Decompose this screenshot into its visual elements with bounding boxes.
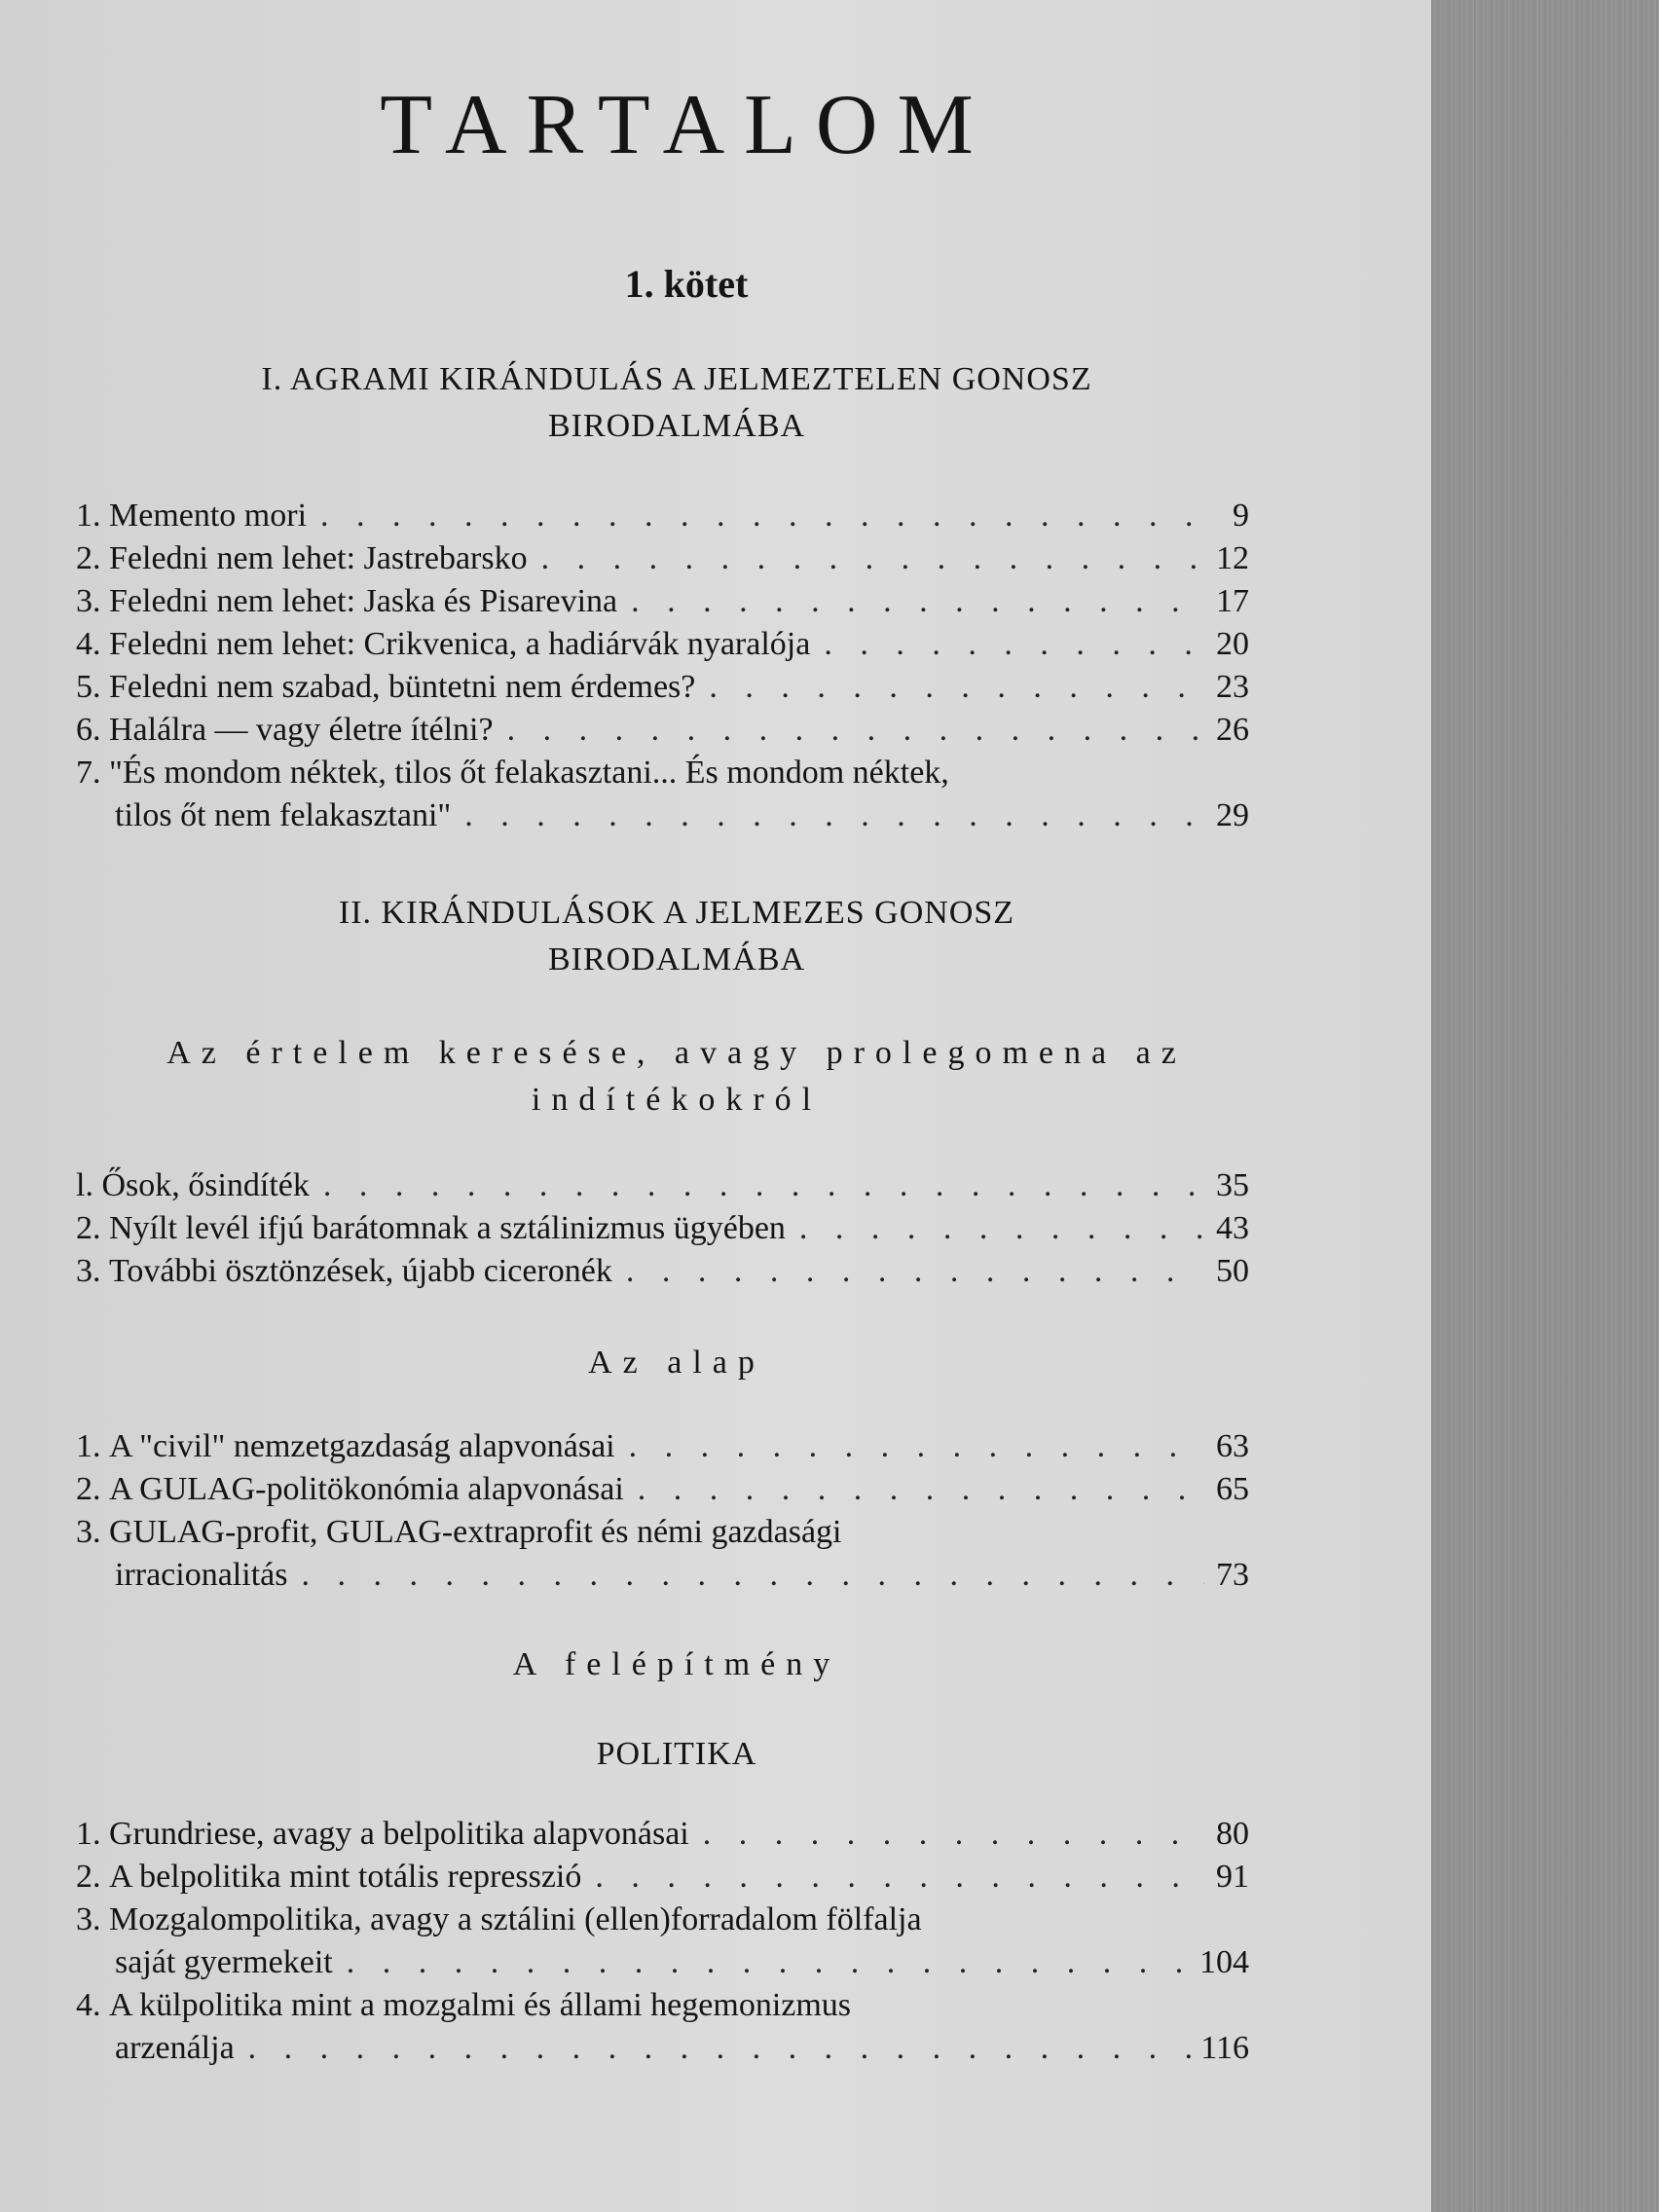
entry-page: 17 (1216, 583, 1249, 619)
entry-number: 5. (76, 669, 101, 705)
entry-number: 6. (76, 712, 101, 748)
toc-entry[interactable] (76, 1856, 1249, 1899)
entry-page: 12 (1216, 540, 1249, 576)
leader-dots (638, 1468, 1204, 1511)
toc-subsection1 (76, 1164, 1249, 1293)
entry-title: További ösztönzések, újabb ciceronék (109, 1253, 612, 1289)
part1-heading-line1: I. AGRAMI KIRÁNDULÁS A JELMEZTELEN GONOSZ (261, 361, 1092, 397)
entry-number: 3. (76, 583, 101, 619)
entry-page: 80 (1216, 1816, 1249, 1852)
toc-entry[interactable] (76, 709, 1249, 752)
entry-page: 29 (1216, 797, 1249, 833)
entry-page: 26 (1216, 712, 1249, 748)
entry-number: l. (76, 1167, 93, 1203)
entry-title-continued: arzenálja (115, 2030, 235, 2066)
entry-title-continued: irracionalitás (115, 1557, 288, 1593)
subsection-heading-alap: Az alap (588, 1345, 765, 1381)
toc-entry[interactable] (76, 1813, 1249, 1856)
toc-entry[interactable] (76, 1164, 1249, 1207)
entry-page: 23 (1216, 669, 1249, 705)
entry-number: 3. (76, 1514, 101, 1550)
entry-number: 2. (76, 540, 101, 576)
toc-subsection3 (76, 1813, 1249, 2070)
leader-dots (541, 537, 1204, 580)
entry-page: 116 (1200, 2030, 1249, 2066)
entry-page: 63 (1216, 1428, 1249, 1464)
politika-heading: POLITIKA (596, 1736, 757, 1772)
entry-title: A GULAG-politökonómia alapvonásai (109, 1471, 624, 1507)
entry-title: Halálra — vagy életre ítélni? (109, 712, 494, 748)
entry-title: GULAG-profit, GULAG-extraprofit és némi gazdasági (109, 1514, 842, 1550)
subsection-heading-felepitmeny: A felépítmény (512, 1646, 841, 1682)
entry-title: A külpolitika mint a mozgalmi és állami hegemonizmus (109, 1987, 852, 2023)
toc-entry[interactable] (76, 1984, 1249, 2070)
leader-dots (631, 580, 1204, 623)
toc-entry[interactable] (76, 623, 1249, 666)
entry-page: 35 (1216, 1167, 1249, 1203)
entry-page: 91 (1216, 1859, 1249, 1895)
toc-entry[interactable] (76, 1899, 1249, 1984)
entry-title-continued: saját gyermekeit (115, 1944, 333, 1980)
entry-number: 3. (76, 1253, 101, 1289)
entry-number: 1. (76, 1428, 101, 1464)
toc-entry[interactable] (76, 537, 1249, 580)
leader-dots (320, 495, 1204, 537)
volume-heading: 1. kötet (624, 262, 749, 306)
leader-dots (824, 623, 1204, 666)
entry-title: Nyílt levél ifjú barátomnak a sztálinizmus ügyében (109, 1210, 786, 1246)
entry-page: 9 (1233, 498, 1249, 534)
part1-heading-line2: BIRODALMÁBA (547, 408, 806, 444)
leader-dots (629, 1425, 1204, 1468)
subsection-heading-line2: indítékokról (531, 1082, 823, 1118)
entry-number: 2. (76, 1210, 101, 1246)
entry-title: Feledni nem lehet: Crikvenica, a hadiárvák nyaralója (109, 626, 811, 662)
entry-title: Grundriese, avagy a belpolitika alapvonásai (109, 1816, 689, 1852)
toc-entry[interactable] (76, 1207, 1249, 1250)
page-title: TARTALOM (380, 78, 993, 172)
toc-subsection2 (76, 1425, 1249, 1597)
entry-number: 1. (76, 1816, 101, 1852)
book-binding-edge (1431, 0, 1659, 2212)
toc-entry[interactable] (76, 580, 1249, 623)
toc-entry[interactable] (76, 1425, 1249, 1468)
entry-title: Mozgalompolitika, avagy a sztálini (ellen)forradalom fölfalja (109, 1901, 922, 1937)
leader-dots (248, 2027, 1196, 2070)
entry-page: 20 (1216, 626, 1249, 662)
entry-page: 73 (1216, 1557, 1249, 1593)
entry-title: Feledni nem lehet: Jaska és Pisarevina (109, 583, 618, 619)
entry-title: Memento mori (109, 498, 308, 534)
entry-number: 2. (76, 1859, 101, 1895)
toc-entry[interactable] (76, 495, 1249, 537)
toc-entry[interactable] (76, 1468, 1249, 1511)
entry-page: 65 (1216, 1471, 1249, 1507)
toc-entry[interactable] (76, 1511, 1249, 1597)
part2-heading-line2: BIRODALMÁBA (547, 941, 806, 977)
leader-dots (595, 1856, 1204, 1899)
entry-title: Feledni nem szabad, büntetni nem érdemes? (109, 669, 696, 705)
subsection-heading-line1: Az értelem keresése, avagy prolegomena az (166, 1035, 1187, 1071)
leader-dots (301, 1554, 1204, 1597)
entry-title: A belpolitika mint totális represszió (109, 1859, 582, 1895)
entry-number: 4. (76, 626, 101, 662)
toc-part1 (76, 495, 1249, 837)
entry-title-continued: tilos őt nem felakasztani" (115, 797, 452, 833)
entry-number: 3. (76, 1901, 101, 1937)
entry-page: 43 (1216, 1210, 1249, 1246)
leader-dots (709, 666, 1204, 709)
leader-dots (626, 1250, 1204, 1293)
entry-title: Feledni nem lehet: Jastrebarsko (109, 540, 528, 576)
toc-entry[interactable] (76, 1250, 1249, 1293)
entry-title: "És mondom néktek, tilos őt felakasztani... És mondom néktek, (109, 755, 949, 791)
entry-page: 50 (1216, 1253, 1249, 1289)
entry-number: 2. (76, 1471, 101, 1507)
entry-number: 1. (76, 498, 101, 534)
leader-dots (507, 709, 1204, 752)
entry-number: 4. (76, 1987, 101, 2023)
entry-title: A "civil" nemzetgazdaság alapvonásai (109, 1428, 615, 1464)
toc-entry[interactable] (76, 752, 1249, 837)
leader-dots (347, 1941, 1194, 1984)
toc-entry[interactable] (76, 666, 1249, 709)
leader-dots (323, 1164, 1204, 1207)
leader-dots (799, 1207, 1204, 1250)
entry-title: Ősok, ősindíték (101, 1167, 310, 1203)
leader-dots (703, 1813, 1204, 1856)
part2-heading-line1: II. KIRÁNDULÁSOK A JELMEZES GONOSZ (338, 895, 1015, 931)
entry-page: 104 (1199, 1944, 1249, 1980)
entry-number: 7. (76, 755, 101, 791)
leader-dots (464, 794, 1204, 837)
